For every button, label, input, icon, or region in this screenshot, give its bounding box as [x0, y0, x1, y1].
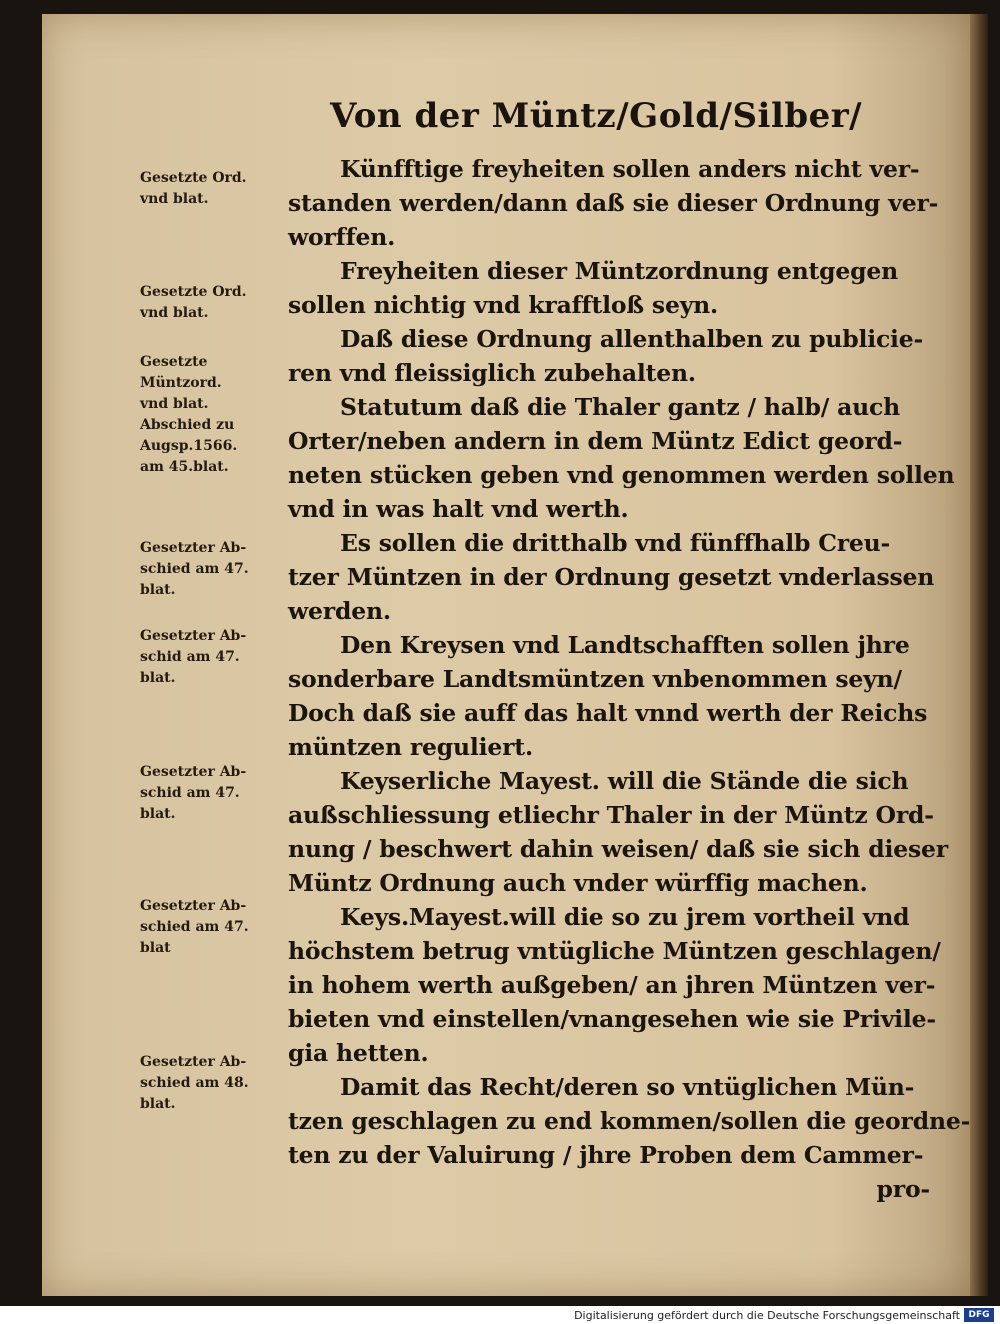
text-line: Es sollen die dritthalb vnd fünffhalb Creu-	[340, 529, 891, 557]
margin-note-line: vnd blat.	[140, 396, 209, 412]
margin-note-line: Gesetzter Ab-	[140, 1054, 247, 1070]
text-line: nung / beschwert dahin weisen/ daß sie sich dieser	[288, 835, 948, 863]
margin-note-line: schied am 47.	[140, 561, 249, 577]
margin-note-line: Müntzord.	[140, 375, 222, 391]
footer-credit: Digitalisierung gefördert durch die Deutsche Forschungsgemeinschaft	[574, 1309, 960, 1322]
dfg-logo: DFG	[964, 1308, 994, 1322]
margin-note	[140, 1052, 290, 1115]
text-line: ren vnd fleissiglich zubehalten.	[288, 359, 696, 387]
margin-note-line: Gesetzter Ab-	[140, 764, 247, 780]
text-line: Keys.Mayest.will die so zu jrem vortheil vnd	[340, 903, 910, 931]
margin-note-line: Abschied zu	[140, 417, 235, 433]
body-text	[288, 152, 971, 1206]
text-line: sollen nichtig vnd krafftloß seyn.	[288, 291, 719, 319]
text-line: in hohem werth außgeben/ an jhren Müntzen ver-	[288, 971, 936, 999]
margin-note	[140, 538, 290, 601]
margin-note	[140, 896, 290, 959]
margin-note-line: blat.	[140, 670, 176, 686]
margin-note-line: schied am 47.	[140, 919, 249, 935]
text-line: Keyserliche Mayest. will die Stände die sich	[340, 767, 909, 795]
text-line: müntzen reguliert.	[288, 733, 533, 761]
margin-note-line: vnd blat.	[140, 191, 209, 207]
page-edge-shadow	[970, 14, 988, 1296]
margin-note-line: blat.	[140, 806, 176, 822]
text-line: Damit das Recht/deren so vntüglichen Mün-	[340, 1073, 915, 1101]
margin-note	[140, 626, 290, 689]
text-line: ten zu der Valuirung / jhre Proben dem Cammer-	[288, 1141, 924, 1169]
margin-note-line: Gesetzte	[140, 354, 208, 370]
text-line: neten stücken geben vnd genommen werden sollen	[288, 461, 955, 489]
text-line: Doch daß sie auff das halt vnnd werth der Reichs	[288, 699, 928, 727]
margin-note-line: Gesetzter Ab-	[140, 628, 247, 644]
text-line: tzer Müntzen in der Ordnung gesetzt vnderlassen	[288, 563, 935, 591]
text-line: außschliessung etliechr Thaler in der Müntz Ord-	[288, 801, 934, 829]
margin-note-line: Gesetzte Ord.	[140, 284, 247, 300]
text-line: höchstem betrug vntügliche Müntzen geschlagen/	[288, 937, 941, 965]
text-line: pro-	[876, 1175, 930, 1203]
margin-note	[140, 762, 290, 825]
text-line: Daß diese Ordnung allenthalben zu publicie-	[340, 325, 924, 353]
text-line: standen werden/dann daß sie dieser Ordnung ver-	[288, 189, 939, 217]
margin-note	[140, 168, 290, 210]
text-line: Statutum daß die Thaler gantz / halb/ auch	[340, 393, 901, 421]
margin-note-line: am 45.blat.	[140, 459, 229, 475]
text-line: werden.	[288, 597, 391, 625]
margin-note-line: blat	[140, 940, 171, 956]
text-line: Orter/neben andern in dem Müntz Edict geord-	[288, 427, 903, 455]
margin-note-line: Gesetzter Ab-	[140, 898, 247, 914]
text-line: Müntz Ordnung auch vnder würffig machen.	[288, 869, 868, 897]
margin-note	[140, 282, 290, 324]
text-line: sonderbare Landtsmüntzen vnbenommen seyn/	[288, 665, 902, 693]
margin-note-line: blat.	[140, 1096, 176, 1112]
text-line: Freyheiten dieser Müntzordnung entgegen	[340, 257, 899, 285]
text-line: bieten vnd einstellen/vnangesehen wie sie Privile-	[288, 1005, 936, 1033]
text-line: vnd in was halt vnd werth.	[288, 495, 629, 523]
margin-note-line: vnd blat.	[140, 305, 209, 321]
text-line: gia hetten.	[288, 1039, 429, 1067]
footer-bar	[0, 1306, 1000, 1324]
text-line: tzen geschlagen zu end kommen/sollen die geordne-	[288, 1107, 971, 1135]
text-line: Künfftige freyheiten sollen anders nicht ver-	[340, 155, 920, 183]
margin-note-line: schid am 47.	[140, 649, 240, 665]
margin-note-line: Gesetzter Ab-	[140, 540, 247, 556]
text-line: Den Kreysen vnd Landtschafften sollen jhre	[340, 631, 910, 659]
margin-note-line: blat.	[140, 582, 176, 598]
margin-note	[140, 352, 290, 478]
margin-note-line: Gesetzte Ord.	[140, 170, 247, 186]
margin-note-line: schied am 48.	[140, 1075, 249, 1091]
margin-note-line: schid am 47.	[140, 785, 240, 801]
running-head: Von der Müntz/Gold/Silber/	[330, 96, 863, 136]
margin-note-line: Augsp.1566.	[140, 438, 238, 454]
text-line: worffen.	[288, 223, 396, 251]
